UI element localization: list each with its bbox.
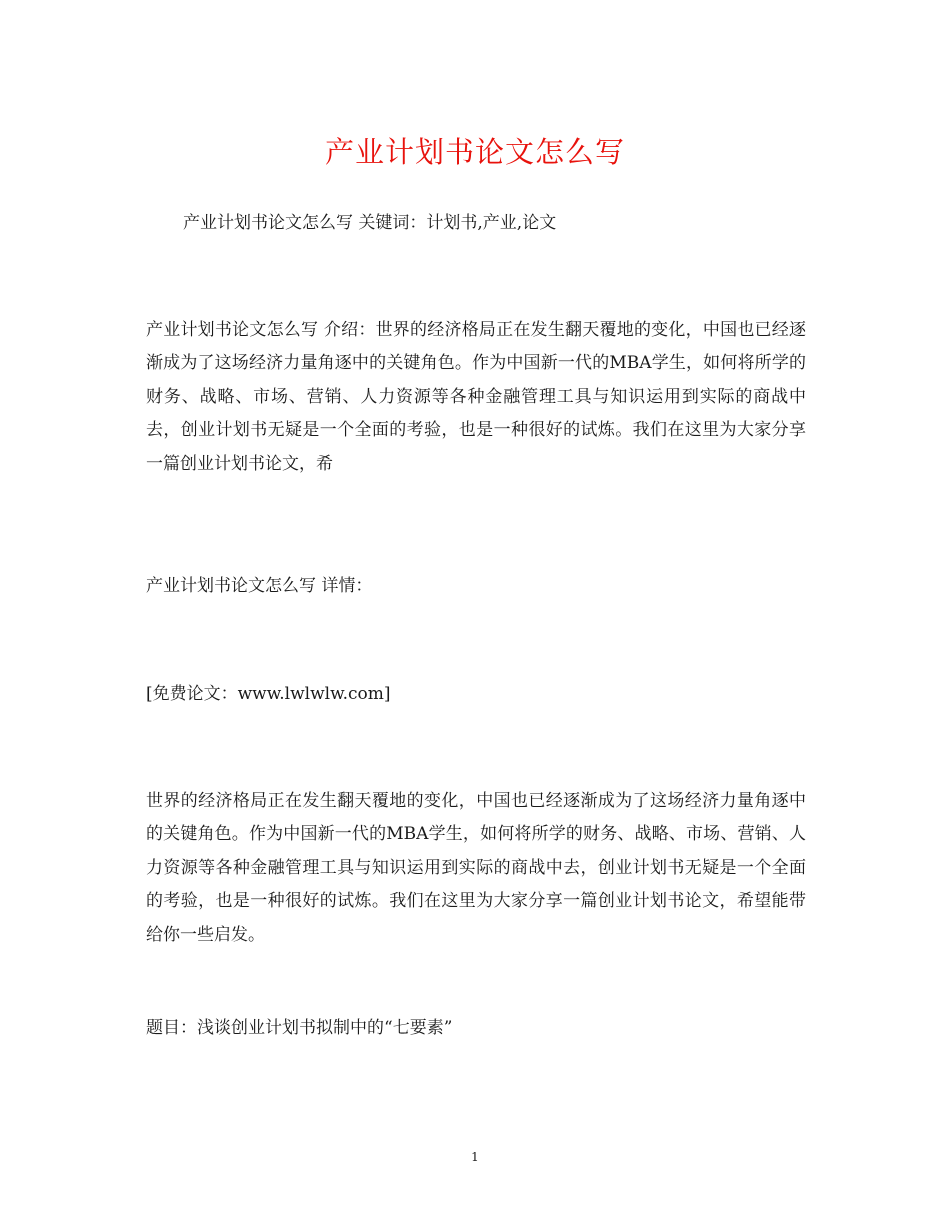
details-heading: 产业计划书论文怎么写 详情：: [146, 576, 373, 596]
keywords-line: 产业计划书论文怎么写 关键词：计划书,产业,论文: [183, 213, 557, 233]
document-title: 产业计划书论文怎么写: [324, 135, 625, 169]
source-note: [免费论文：www.lwlwlw.com]: [146, 684, 391, 704]
body-paragraph: 世界的经济格局正在发生翻天覆地的变化，中国也已经逐渐成为了这场经济力量角逐中的关键角色。作为中国新一代的MBA学生，如何将所学的财务、战略、市场、营销、人力资源等各种金融管理工具与知识运用到实际的商战中去，创业计划书无疑是一个全面的考验，也是一种很好的试炼。我们在这里为大家分享一篇创业计划书论文，希望能带给你一些启发。: [146, 791, 806, 945]
topic-line: 题目：浅谈创业计划书拟制中的“七要素”: [146, 1018, 453, 1038]
intro-paragraph: 产业计划书论文怎么写 介绍：世界的经济格局正在发生翻天覆地的变化，中国也已经逐渐成为了这场经济力量角逐中的关键角色。作为中国新一代的MBA学生，如何将所学的财务、战略、市场、营销、人力资源等各种金融管理工具与知识运用到实际的商战中去，创业计划书无疑是一个全面的考验，也是一种很好的试炼。我们在这里为大家分享一篇创业计划书论文，希: [146, 320, 806, 474]
page-number: 1: [471, 1150, 479, 1164]
